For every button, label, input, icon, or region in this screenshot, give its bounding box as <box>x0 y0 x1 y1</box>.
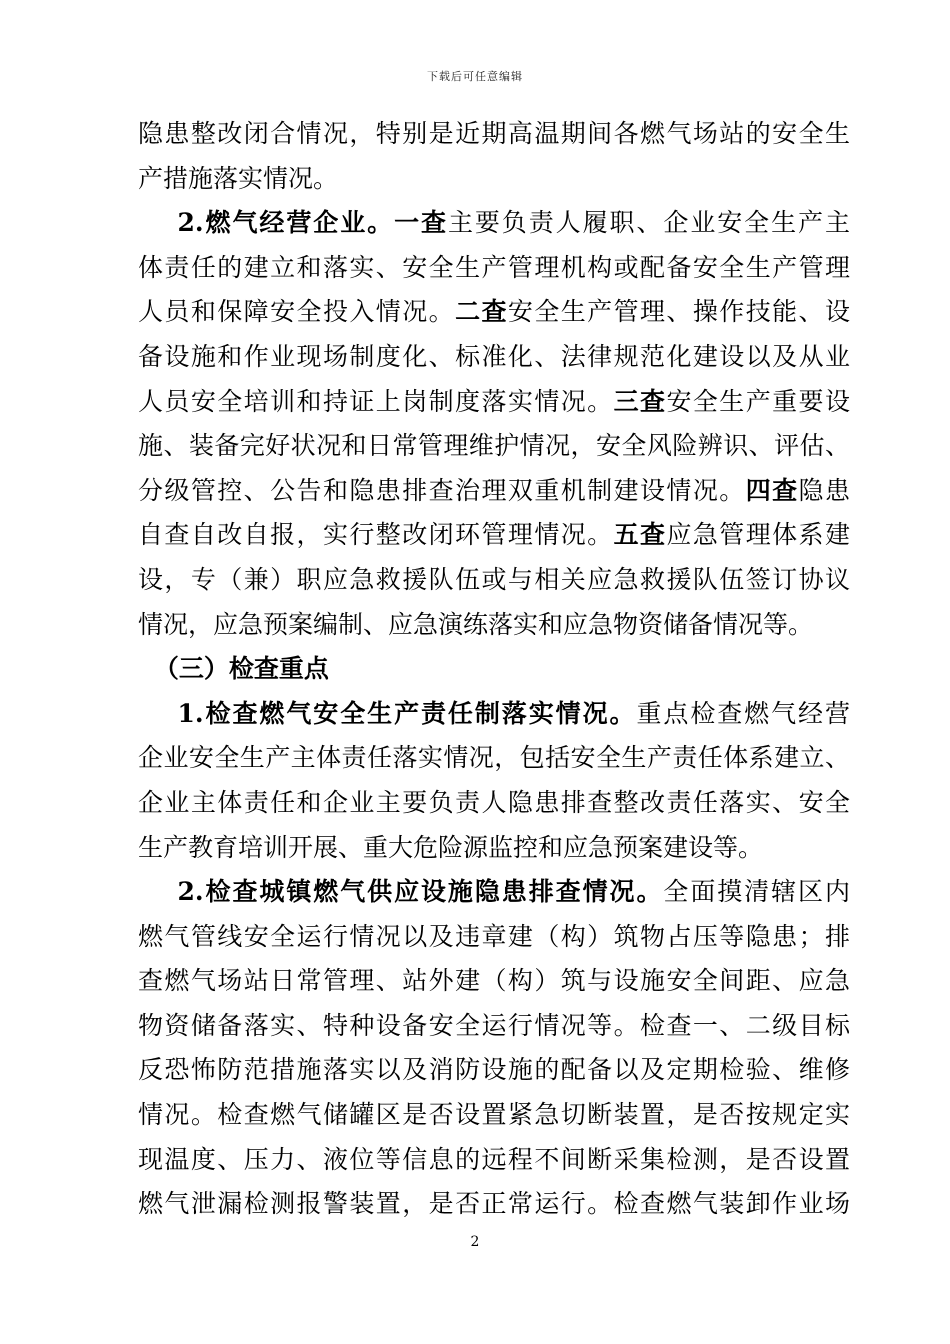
text-run <box>138 208 178 237</box>
bold-text: 2.燃气经营企业。一查 <box>177 208 448 238</box>
text-run: 查燃气场站日常管理、站外建（构）筑与设施安全间距、应急 <box>138 966 850 996</box>
text-run: 物资储备落实、特种设备安全运行情况等。检查一、二级目标 <box>138 1010 850 1040</box>
text-line <box>138 558 850 603</box>
text-line <box>138 1048 850 1093</box>
bold-text: （三）检查重点 <box>153 654 329 684</box>
text-run: 隐患 <box>798 475 850 505</box>
text-line <box>138 736 850 781</box>
text-run: 人员安全培训和持证上岗制度落实情况。 <box>138 386 614 416</box>
text-run: 施、装备完好状况和日常管理维护情况，安全风险辨识、评估、 <box>138 431 850 461</box>
text-line <box>138 1182 850 1227</box>
text-run: 设，专（兼）职应急救援队伍或与相关应急救援队伍签订协议 <box>138 564 850 594</box>
text-run: 产措施落实情况。 <box>138 163 339 193</box>
text-run <box>138 699 178 728</box>
page-number: 2 <box>470 1234 480 1250</box>
text-run: 主要负责人履职、企业安全生产主 <box>447 208 850 238</box>
bold-text: 五查 <box>613 520 667 550</box>
text-line <box>138 424 850 469</box>
text-line <box>138 1138 850 1183</box>
text-run: 燃气管线安全运行情况以及违章建（构）筑物占压等隐患；排 <box>138 921 850 951</box>
text-line <box>138 201 850 246</box>
text-line <box>138 915 850 960</box>
text-run: 情况，应急预案编制、应急演练落实和应急物资储备情况等。 <box>138 609 814 639</box>
text-run: 人员和保障安全投入情况。 <box>138 297 456 327</box>
text-run: 安全生产重要设 <box>666 386 850 416</box>
text-line <box>138 692 850 737</box>
text-run: 体责任的建立和落实、安全生产管理机构或配备安全生产管理 <box>138 252 850 282</box>
text-run: 情况。检查燃气储罐区是否设置紧急切断装置，是否按规定实 <box>138 1100 850 1130</box>
document-body <box>138 112 850 1227</box>
text-line <box>138 647 850 692</box>
text-line <box>138 1004 850 1049</box>
text-line <box>138 380 850 425</box>
text-line <box>138 826 850 871</box>
text-line <box>138 513 850 558</box>
text-line <box>138 870 850 915</box>
text-run: 生产教育培训开展、重大危险源监控和应急预案建设等。 <box>138 832 764 862</box>
text-line <box>138 157 850 202</box>
text-run: 燃气泄漏检测报警装置，是否正常运行。检查燃气装卸作业场 <box>138 1189 850 1219</box>
text-run: 隐患整改闭合情况，特别是近期高温期间各燃气场站的安全生 <box>138 119 850 148</box>
text-line <box>138 290 850 335</box>
text-run: 分级管控、公告和隐患排查治理双重机制建设情况。 <box>138 475 746 505</box>
text-run: 自查自改自报，实行整改闭环管理情况。 <box>138 520 614 550</box>
text-run: 现温度、压力、液位等信息的远程不间断采集检测，是否设置 <box>138 1144 850 1174</box>
text-run <box>138 654 154 683</box>
bold-text: 二查 <box>455 297 508 327</box>
bold-text: 1.检查燃气安全生产责任制落实情况。 <box>177 698 637 728</box>
text-line <box>138 469 850 514</box>
text-run: 全面摸清辖区内 <box>663 877 850 907</box>
bold-text: 2.检查城镇燃气供应设施隐患排查情况。 <box>177 877 664 907</box>
text-run: 反恐怖防范措施落实以及消防设施的配备以及定期检验、维修 <box>138 1055 850 1085</box>
text-line <box>138 335 850 380</box>
text-line <box>138 1093 850 1138</box>
text-run: 重点检查燃气经营 <box>636 698 850 728</box>
text-line <box>138 112 850 157</box>
text-run: 安全生产管理、操作技能、设 <box>507 297 850 327</box>
bold-text: 三查 <box>613 386 667 416</box>
text-line <box>138 246 850 291</box>
text-run: 企业安全生产主体责任落实情况，包括安全生产责任体系建立、 <box>138 743 850 773</box>
text-line <box>138 603 850 648</box>
text-line <box>138 959 850 1004</box>
text-run: 应急管理体系建 <box>666 520 850 550</box>
text-run: 备设施和作业现场制度化、标准化、法律规范化建设以及从业 <box>138 341 850 371</box>
page-header: 下载后可任意编辑 <box>427 70 523 83</box>
text-run <box>138 877 178 906</box>
text-line <box>138 781 850 826</box>
bold-text: 四查 <box>745 475 799 505</box>
text-run: 企业主体责任和企业主要负责人隐患排查整改责任落实、安全 <box>138 787 850 817</box>
